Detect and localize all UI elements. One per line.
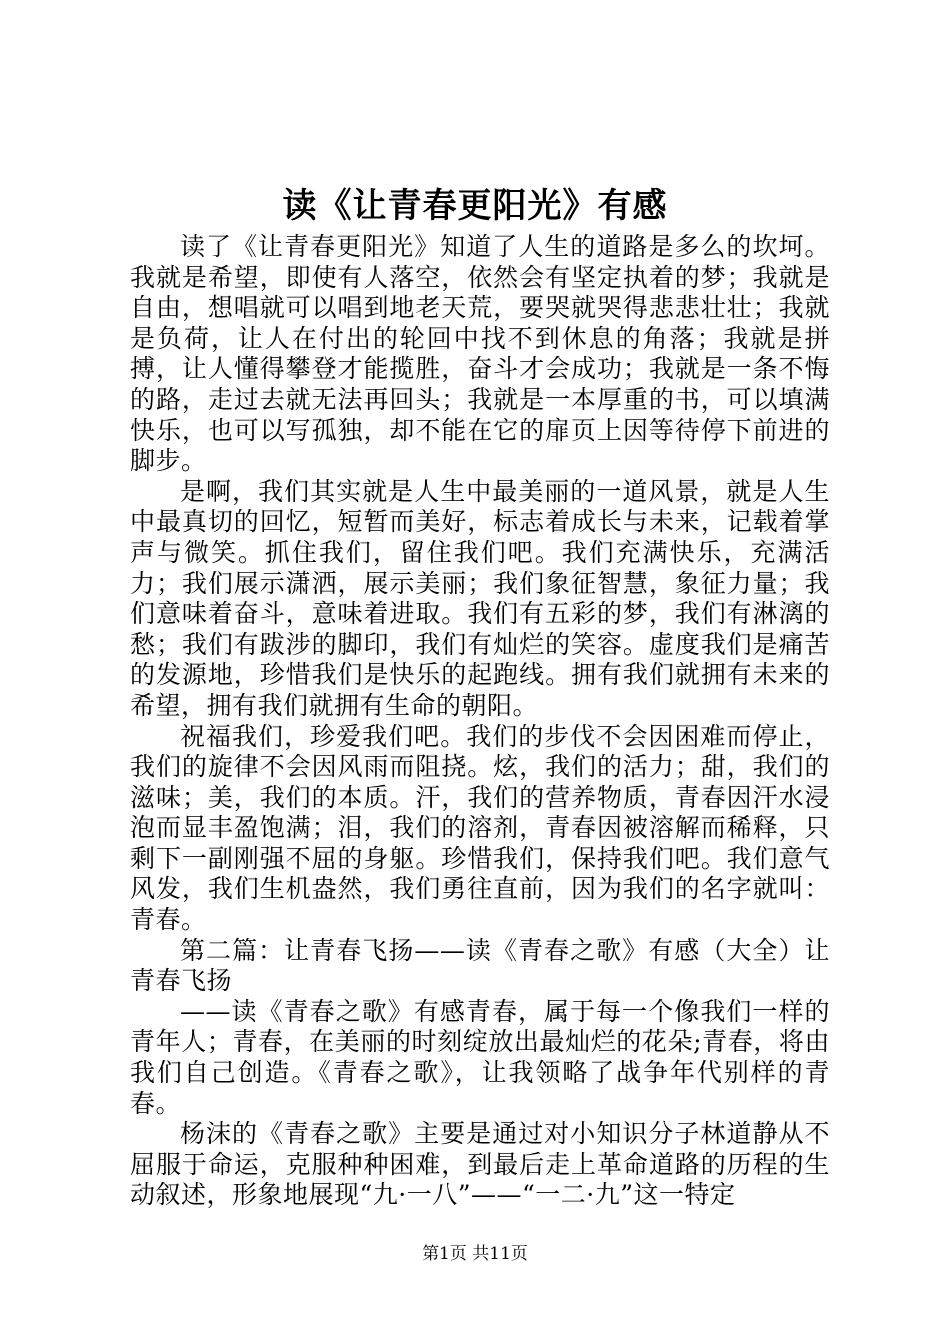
paragraph-1: 读了《让青春更阳光》知道了人生的道路是多么的坎坷。我就是希望，即使有人落空，依然会有坚定执着的梦；我就是自由，想唱就可以唱到地老天荒，要哭就哭得悲悲壮壮；我就是负荷，让人在付出的轮回中找不到休息的角落；我就是拼搏，让人懂得攀登才能揽胜，奋斗才会成功；我就是一条不悔的路，走过去就无法再回头；我就是一本厚重的书，可以填满快乐，也可以写孤独，却不能在它的扉页上因等待停下前进的脚步。	[130, 232, 830, 476]
section-heading-second-article: 第二篇：让青春飞扬——读《青春之歌》有感（大全）让青春飞扬	[130, 935, 830, 996]
document-body	[130, 232, 830, 1211]
paragraph-2: 是啊，我们其实就是人生中最美丽的一道风景，就是人生中最真切的回忆，短暂而美好，标志着成长与未来，记载着掌声与微笑。抓住我们，留住我们吧。我们充满快乐，充满活力；我们展示潇洒，展示美丽；我们象征智慧，象征力量；我们意味着奋斗，意味着进取。我们有五彩的梦，我们有淋漓的愁；我们有跋涉的脚印，我们有灿烂的笑容。虚度我们是痛苦的发源地，珍惜我们是快乐的起跑线。拥有我们就拥有未来的希望，拥有我们就拥有生命的朝阳。	[130, 476, 830, 720]
paragraph-6: 杨沫的《青春之歌》主要是通过对小知识分子林道静从不屈服于命运，克服种种困难，到最后走上革命道路的历程的生动叙述，形象地展现“九·一八”——“一二·九”这一特定	[130, 1119, 830, 1210]
page-number: 第1页	[422, 1244, 467, 1264]
page-footer	[0, 1243, 950, 1265]
paragraph-5: ——读《青春之歌》有感青春，属于每一个像我们一样的青年人；青春，在美丽的时刻绽放出最灿烂的花朵;青春，将由我们自己创造。《青春之歌》，让我领略了战争年代别样的青春。	[130, 996, 830, 1118]
page-total: 共11页	[472, 1244, 528, 1264]
paragraph-3: 祝福我们，珍爱我们吧。我们的步伐不会因困难而停止，我们的旋律不会因风雨而阻挠。炫，我们的活力；甜，我们的滋味；美，我们的本质。汗，我们的营养物质，青春因汗水浸泡而显丰盈饱满；泪，我们的溶剂，青春因被溶解而稀释，只剩下一副刚强不屈的身躯。珍惜我们，保持我们吧。我们意气风发，我们生机盎然，我们勇往直前，因为我们的名字就叫：青春。	[130, 721, 830, 935]
document-title: 读《让青春更阳光》有感	[282, 186, 668, 226]
